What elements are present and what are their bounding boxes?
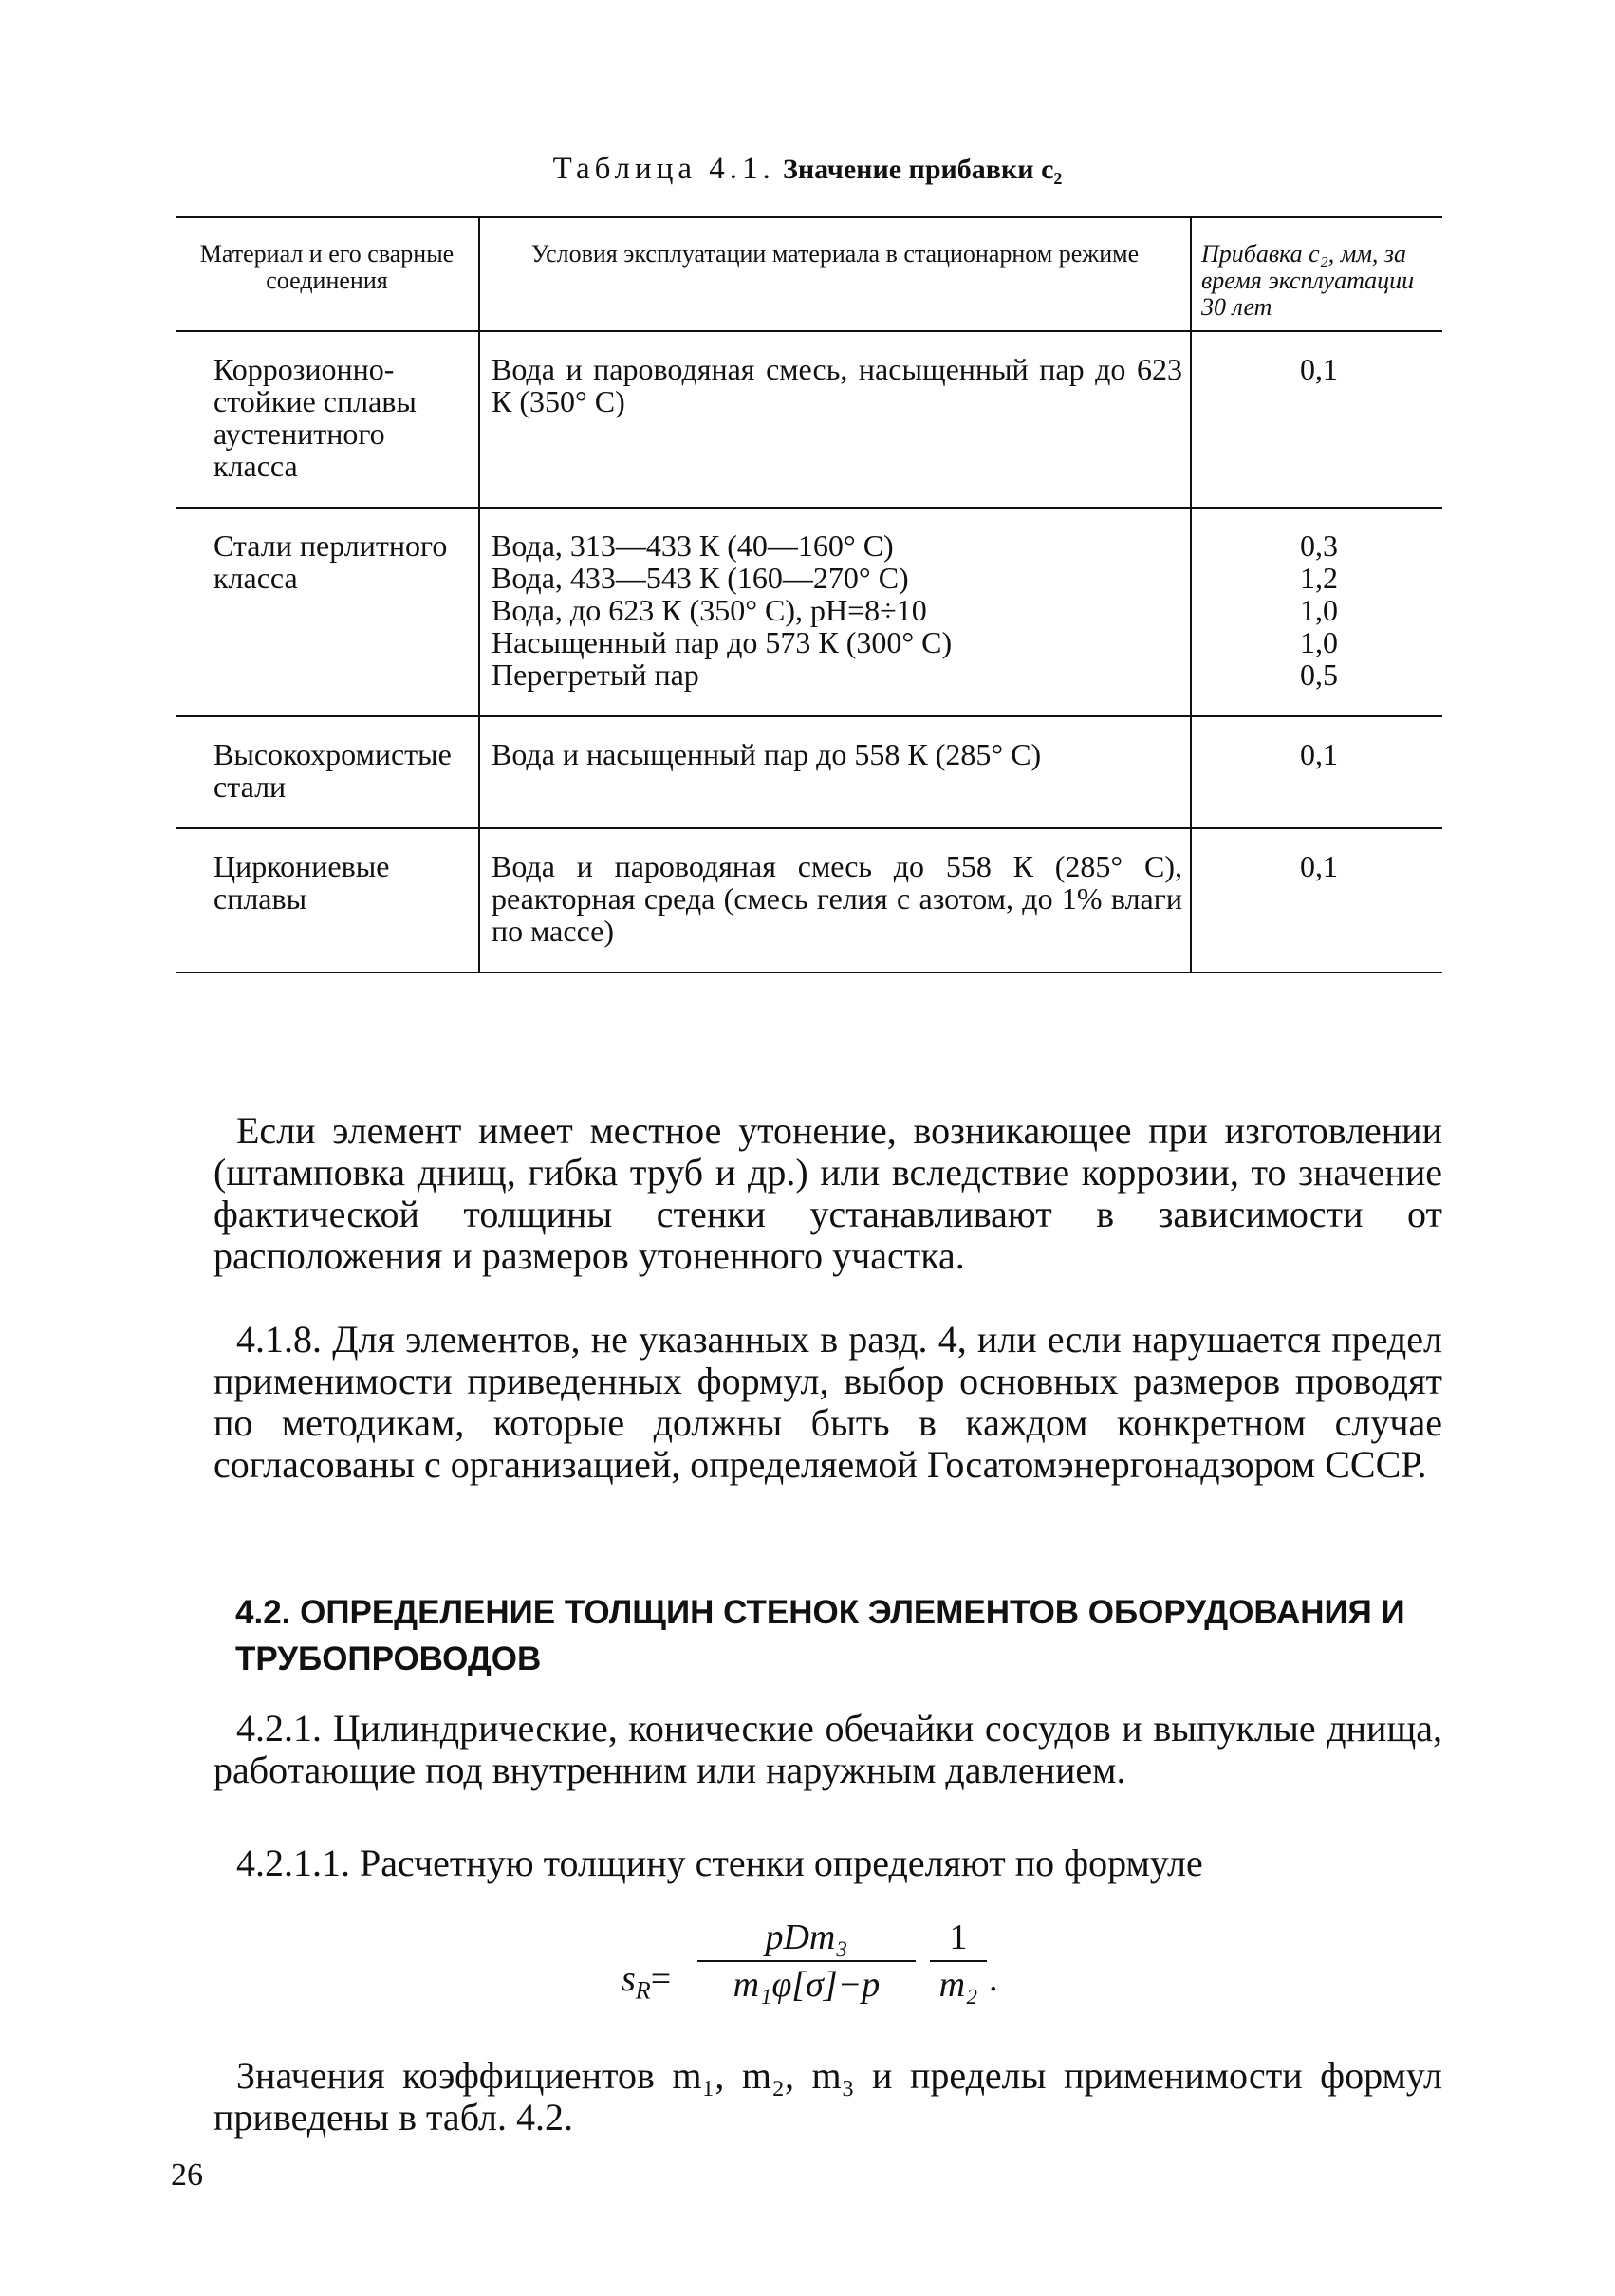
allowance-value: 0,1	[1300, 352, 1338, 386]
table-row	[176, 508, 1442, 716]
formula-numerator: pDm₃	[765, 1917, 848, 1957]
condition-line: Вода, 433—543 К (160—270° С)	[492, 561, 909, 595]
paragraph-text: 4.2.1. Цилиндрические, конические обечайки сосудов и выпуклые днища, работающие под внутренним или наружным давлением.	[213, 1707, 1442, 1791]
allowance-value: 1,2	[1300, 561, 1338, 595]
table-header-row	[176, 217, 1442, 331]
row-conditions	[479, 331, 1191, 508]
allowance-value: 0,3	[1300, 528, 1338, 563]
section-heading: 4.2. ОПРЕДЕЛЕНИЕ ТОЛЩИН СТЕНОК ЭЛЕМЕНТОВ ОБОРУДОВАНИЯ И ТРУБОПРОВОДОВ	[235, 1594, 1405, 1677]
condition-line: Вода и пароводяная смесь, насыщенный пар до 623 К (350° С)	[492, 352, 1182, 418]
table-row	[176, 331, 1442, 508]
paragraph-text: 4.1.8. Для элементов, не указанных в разд. 4, или если нарушается предел применимости приведенных формул, выбор основных размеров проводят по методикам, которые должны быть в каждом конкретном случае согласованы с организацией, определяемой Госатомэнергонадзором СССР.	[213, 1318, 1442, 1486]
allowance-value: 1,0	[1300, 593, 1338, 627]
row-values	[1191, 331, 1442, 508]
paragraph-4-2-1-1	[213, 1842, 1442, 1884]
paragraph-coefficients	[213, 2055, 1442, 2139]
allowance-value: 0,5	[1300, 657, 1338, 692]
formula-second-denominator: m₂	[938, 1965, 978, 2005]
table-caption	[0, 152, 1615, 187]
row-values	[1191, 828, 1442, 972]
condition-line: Насыщенный пар до 573 К (300° С)	[492, 625, 953, 659]
formula-second-numerator: 1	[949, 1917, 968, 1957]
allowance-value: 0,1	[1300, 737, 1338, 771]
paragraph-4-2-1	[213, 1708, 1442, 1791]
formula-lhs	[622, 1958, 671, 2006]
formula-lhs-symbol: s	[622, 1959, 636, 1999]
formula-denominator: m₁φ[σ]−p	[733, 1965, 881, 2005]
formula-second-fraction	[930, 1915, 987, 2008]
header-allowance: Прибавка c₂, мм, за время эксплуатации 30 лет	[1191, 217, 1442, 331]
condition-line: Перегретый пар	[492, 657, 699, 692]
formula-main-fraction	[697, 1915, 916, 2008]
table-caption-title: Значение прибавки c₂	[783, 154, 1063, 185]
paragraph-text: Значения коэффициентов m₁, m₂, m₃ и пределы применимости формул приведены в табл. 4.2.	[213, 2054, 1442, 2139]
allowance-value: 0,1	[1300, 849, 1338, 883]
allowance-value: 1,0	[1300, 625, 1338, 659]
condition-line: Вода и насыщенный пар до 558 К (285° С)	[492, 737, 1042, 771]
paragraph-text: Если элемент имеет местное утонение, возникающее при изготовлении (штамповка днищ, гибка труб и др.) или вследствие коррозии, то значение фактической толщины стенки устанавливают в зависимости от расположения и размеров утоненного участка.	[213, 1109, 1442, 1277]
allowance-table-grid	[176, 216, 1442, 973]
row-values	[1191, 716, 1442, 828]
header-material: Материал и его сварные соединения	[176, 217, 479, 331]
row-conditions	[479, 716, 1191, 828]
row-material: Коррозионно-стойкие сплавы аустенитного класса	[176, 331, 479, 508]
wall-thickness-formula	[622, 1915, 1020, 2038]
table-row	[176, 828, 1442, 972]
condition-line: Вода, 313—433 К (40—160° С)	[492, 528, 894, 563]
formula-lhs-subscript: R	[635, 1976, 651, 2005]
row-conditions	[479, 828, 1191, 972]
paragraph-text: 4.2.1.1. Расчетную толщину стенки определяют по формуле	[236, 1842, 1203, 1884]
condition-line: Вода, до 623 К (350° С), pH=8÷10	[492, 593, 927, 627]
formula-equals: =	[650, 1959, 672, 1999]
formula-end-period: .	[990, 1959, 999, 1999]
row-material: Высокохромистые стали	[176, 716, 479, 828]
row-values	[1191, 508, 1442, 716]
table-caption-prefix: Таблица 4.1.	[552, 152, 775, 186]
header-conditions: Условия эксплуатации материала в стационарном режиме	[479, 217, 1191, 331]
allowance-table	[176, 216, 1442, 973]
table-row	[176, 716, 1442, 828]
page-number: 26	[171, 2157, 203, 2193]
paragraph-local-thinning	[213, 1110, 1442, 1277]
row-conditions	[479, 508, 1191, 716]
row-material: Стали перлитного класса	[176, 508, 479, 716]
condition-line: Вода и пароводяная смесь до 558 К (285° С), реакторная среда (смесь гелия с азотом, до 1% влаги по массе)	[492, 849, 1182, 948]
row-material: Циркониевые сплавы	[176, 828, 479, 972]
paragraph-4-1-8	[213, 1319, 1442, 1486]
